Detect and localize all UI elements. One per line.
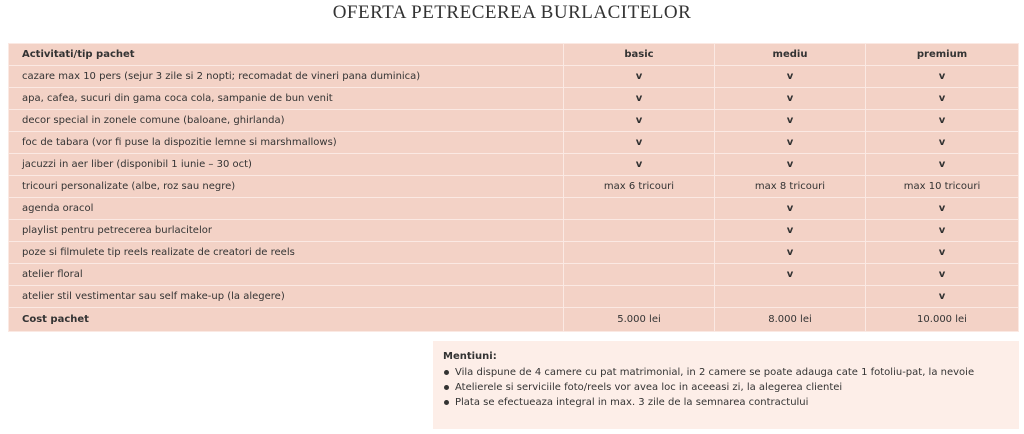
basic-cell: v: [564, 66, 715, 88]
table-row: [9, 242, 1019, 264]
page-title: OFERTA PETRECEREA BURLACITELOR: [332, 2, 692, 23]
premium-cell: v: [866, 242, 1019, 264]
notes-item-text: Plata se efectueaza integral in max. 3 zile de la semnarea contractului: [455, 397, 809, 408]
header-mediu: mediu: [715, 44, 866, 66]
notes-item: [443, 380, 1019, 395]
activity-cell: apa, cafea, sucuri din gama coca cola, sampanie de bun venit: [9, 88, 564, 110]
activity-cell: playlist pentru petrecerea burlacitelor: [9, 220, 564, 242]
premium-cell: v: [866, 154, 1019, 176]
table-row: [9, 220, 1019, 242]
table-row: [9, 88, 1019, 110]
notes-item: [443, 395, 1019, 410]
notes-item: [443, 365, 1019, 380]
mediu-cell: v: [715, 88, 866, 110]
table-row: [9, 286, 1019, 308]
table-row: [9, 198, 1019, 220]
table-row: [9, 66, 1019, 88]
table-body: [9, 66, 1019, 332]
basic-cell: v: [564, 154, 715, 176]
bullet-icon: [444, 400, 449, 405]
basic-cell: v: [564, 88, 715, 110]
mediu-cell: v: [715, 154, 866, 176]
activity-cell: decor special in zonele comune (baloane, ghirlanda): [9, 110, 564, 132]
header-premium: premium: [866, 44, 1019, 66]
activity-cell: tricouri personalizate (albe, roz sau negre): [9, 176, 564, 198]
mediu-cell: max 8 tricouri: [715, 176, 866, 198]
mediu-cell: v: [715, 132, 866, 154]
mediu-cell: v: [715, 264, 866, 286]
premium-cell: v: [866, 198, 1019, 220]
premium-cell: v: [866, 220, 1019, 242]
activity-cell: atelier stil vestimentar sau self make-up (la alegere): [9, 286, 564, 308]
basic-cell: v: [564, 110, 715, 132]
cost-label: Cost pachet: [9, 308, 564, 332]
offer-table: [8, 43, 1019, 332]
activity-cell: agenda oracol: [9, 198, 564, 220]
notes-item-text: Vila dispune de 4 camere cu pat matrimonial, in 2 camere se poate adauga cate 1 fotoliu-pat, la nevoie: [455, 367, 975, 378]
basic-cell: [564, 264, 715, 286]
cost-row: [9, 308, 1019, 332]
basic-cell: [564, 286, 715, 308]
notes-box: [433, 341, 1019, 429]
bullet-icon: [444, 370, 449, 375]
table-row: [9, 176, 1019, 198]
table-header-row: [9, 44, 1019, 66]
notes-title: Mentiuni:: [443, 351, 497, 362]
header-activity: Activitati/tip pachet: [9, 44, 564, 66]
mediu-cell: v: [715, 242, 866, 264]
cost-mediu: 8.000 lei: [715, 308, 866, 332]
premium-cell: v: [866, 286, 1019, 308]
basic-cell: [564, 220, 715, 242]
table-row: [9, 154, 1019, 176]
activity-cell: poze si filmulete tip reels realizate de creatori de reels: [9, 242, 564, 264]
header-basic: basic: [564, 44, 715, 66]
notes-list: [443, 365, 1019, 410]
activity-cell: jacuzzi in aer liber (disponibil 1 iunie – 30 oct): [9, 154, 564, 176]
basic-cell: [564, 242, 715, 264]
cost-premium: 10.000 lei: [866, 308, 1019, 332]
cost-basic: 5.000 lei: [564, 308, 715, 332]
table-row: [9, 132, 1019, 154]
table-row: [9, 264, 1019, 286]
notes-item-text: Atelierele si serviciile foto/reels vor avea loc in aceeasi zi, la alegerea clientei: [455, 382, 843, 393]
mediu-cell: v: [715, 220, 866, 242]
premium-cell: max 10 tricouri: [866, 176, 1019, 198]
table-row: [9, 110, 1019, 132]
mediu-cell: v: [715, 110, 866, 132]
mediu-cell: v: [715, 198, 866, 220]
premium-cell: v: [866, 88, 1019, 110]
premium-cell: v: [866, 132, 1019, 154]
premium-cell: v: [866, 110, 1019, 132]
basic-cell: [564, 198, 715, 220]
activity-cell: foc de tabara (vor fi puse la dispozitie lemne si marshmallows): [9, 132, 564, 154]
bullet-icon: [444, 385, 449, 390]
mediu-cell: [715, 286, 866, 308]
activity-cell: atelier floral: [9, 264, 564, 286]
premium-cell: v: [866, 264, 1019, 286]
activity-cell: cazare max 10 pers (sejur 3 zile si 2 nopti; recomadat de vineri pana duminica): [9, 66, 564, 88]
basic-cell: v: [564, 132, 715, 154]
basic-cell: max 6 tricouri: [564, 176, 715, 198]
premium-cell: v: [866, 66, 1019, 88]
mediu-cell: v: [715, 66, 866, 88]
